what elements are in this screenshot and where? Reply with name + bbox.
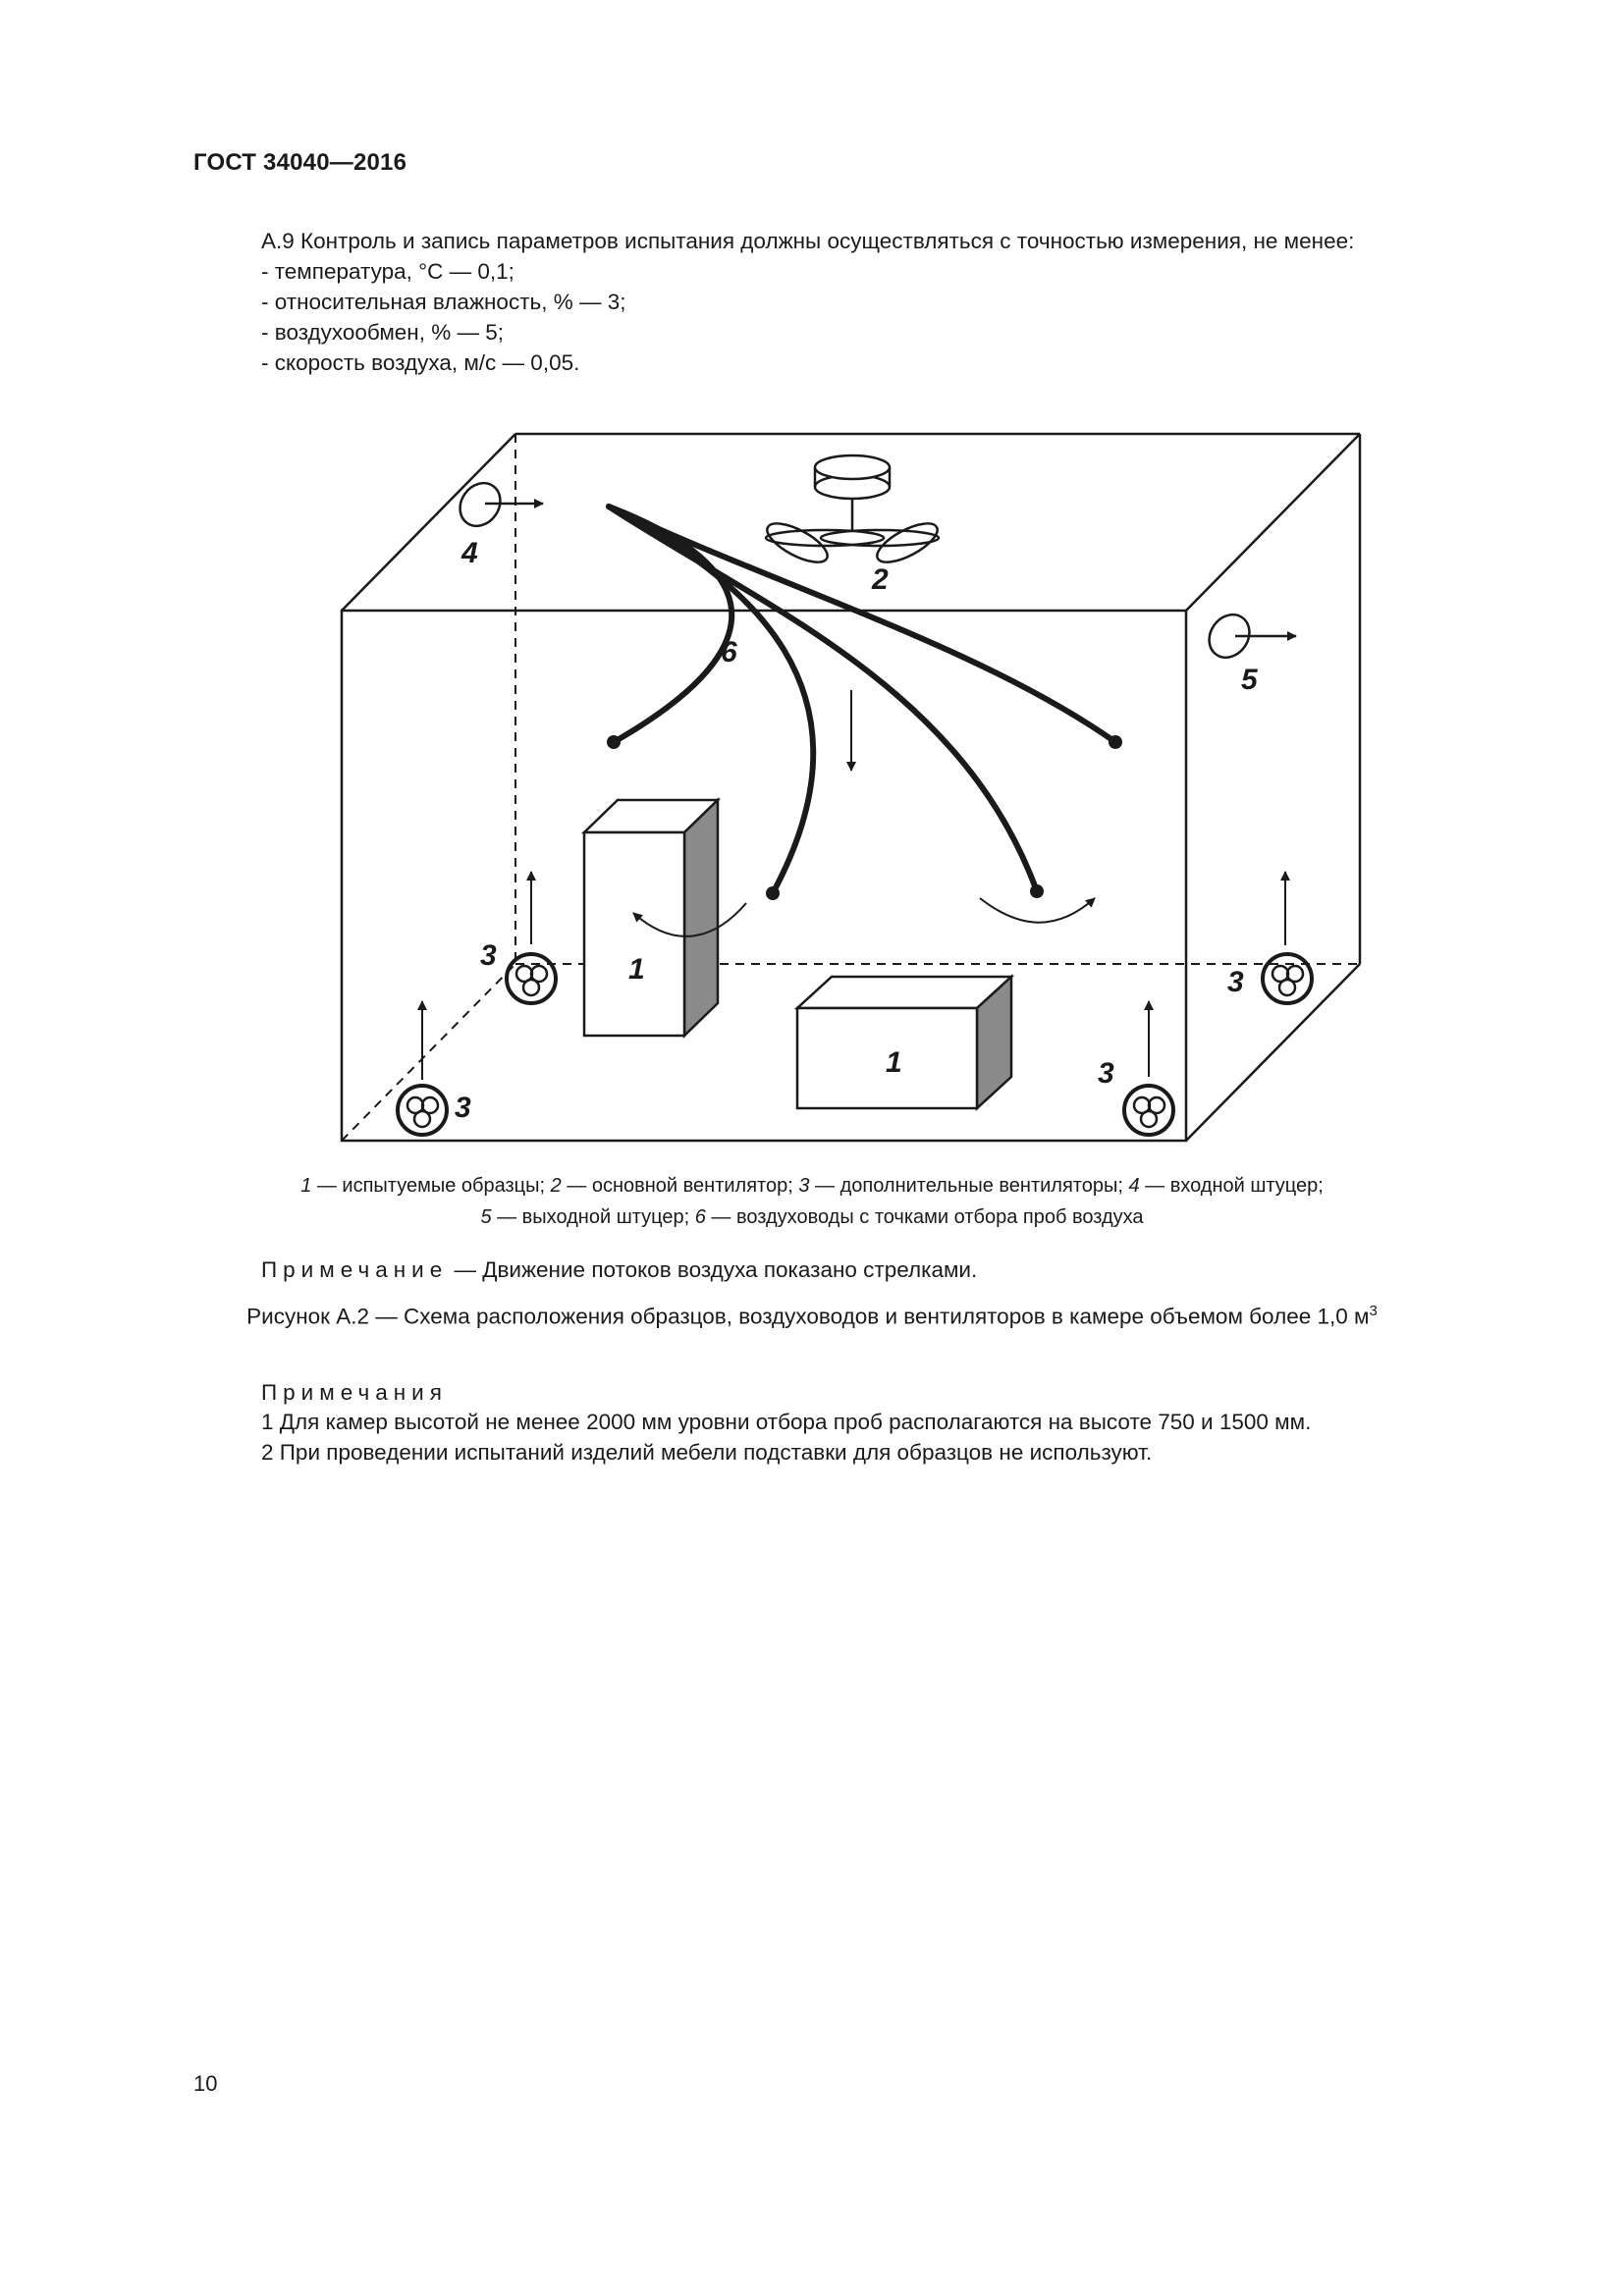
- requirement-intro: А.9 Контроль и запись параметров испытания должны осуществляться с точностью измерения, не менее:: [261, 229, 1355, 253]
- label-outlet: 5: [1241, 664, 1258, 696]
- label-aux-fan: 3: [1098, 1057, 1114, 1090]
- label-main-fan: 2: [872, 563, 889, 596]
- sample-wide: [797, 977, 1011, 1108]
- label-aux-fan: 3: [1227, 966, 1244, 998]
- requirement-item-temperature: - температура, °С — 0,1;: [261, 259, 514, 284]
- label-inlet: 4: [461, 537, 478, 569]
- sample-tall: [584, 800, 718, 1036]
- figure-legend-line-1: 1 — испытуемые образцы; 2 — основной вентилятор; 3 — дополнительные вентиляторы; 4 — входной штуцер;: [300, 1175, 1324, 1197]
- label-aux-fan: 3: [480, 939, 497, 972]
- requirement-item-air-speed: - скорость воздуха, м/с — 0,05.: [261, 350, 580, 375]
- label-ducts: 6: [721, 636, 737, 668]
- notes-heading: Примечания: [261, 1380, 448, 1405]
- figure-title: Рисунок А.2 — Схема расположения образцов, воздуховодов и вентиляторов в камере объемом более 1,0 $м^3$: [246, 1303, 1378, 1329]
- note-item: 2 При проведении испытаний изделий мебели подставки для образцов не используют.: [261, 1440, 1153, 1465]
- label-sample-wide: 1: [886, 1046, 902, 1079]
- label-aux-fan: 3: [455, 1092, 471, 1124]
- note-item: 1 Для камер высотой не менее 2000 мм уровни отбора проб располагаются на высоте 750 и 1500 мм.: [261, 1410, 1312, 1434]
- requirement-item-air-exchange: - воздухообмен, % — 5;: [261, 320, 505, 345]
- page-number: 10: [193, 2071, 218, 2096]
- outlet-port: [1201, 607, 1296, 665]
- main-fan: [762, 455, 943, 569]
- figure-legend-line-2: 5 — выходной штуцер; 6 — воздуховоды с точками отбора проб воздуха: [480, 1206, 1144, 1228]
- document-header: ГОСТ 34040—2016: [193, 149, 407, 176]
- requirement-item-humidity: - относительная влажность, % — 3;: [261, 290, 626, 314]
- label-sample-tall: 1: [628, 953, 645, 986]
- figure-note: Примечание — Движение потоков воздуха показано стрелками.: [261, 1257, 978, 1282]
